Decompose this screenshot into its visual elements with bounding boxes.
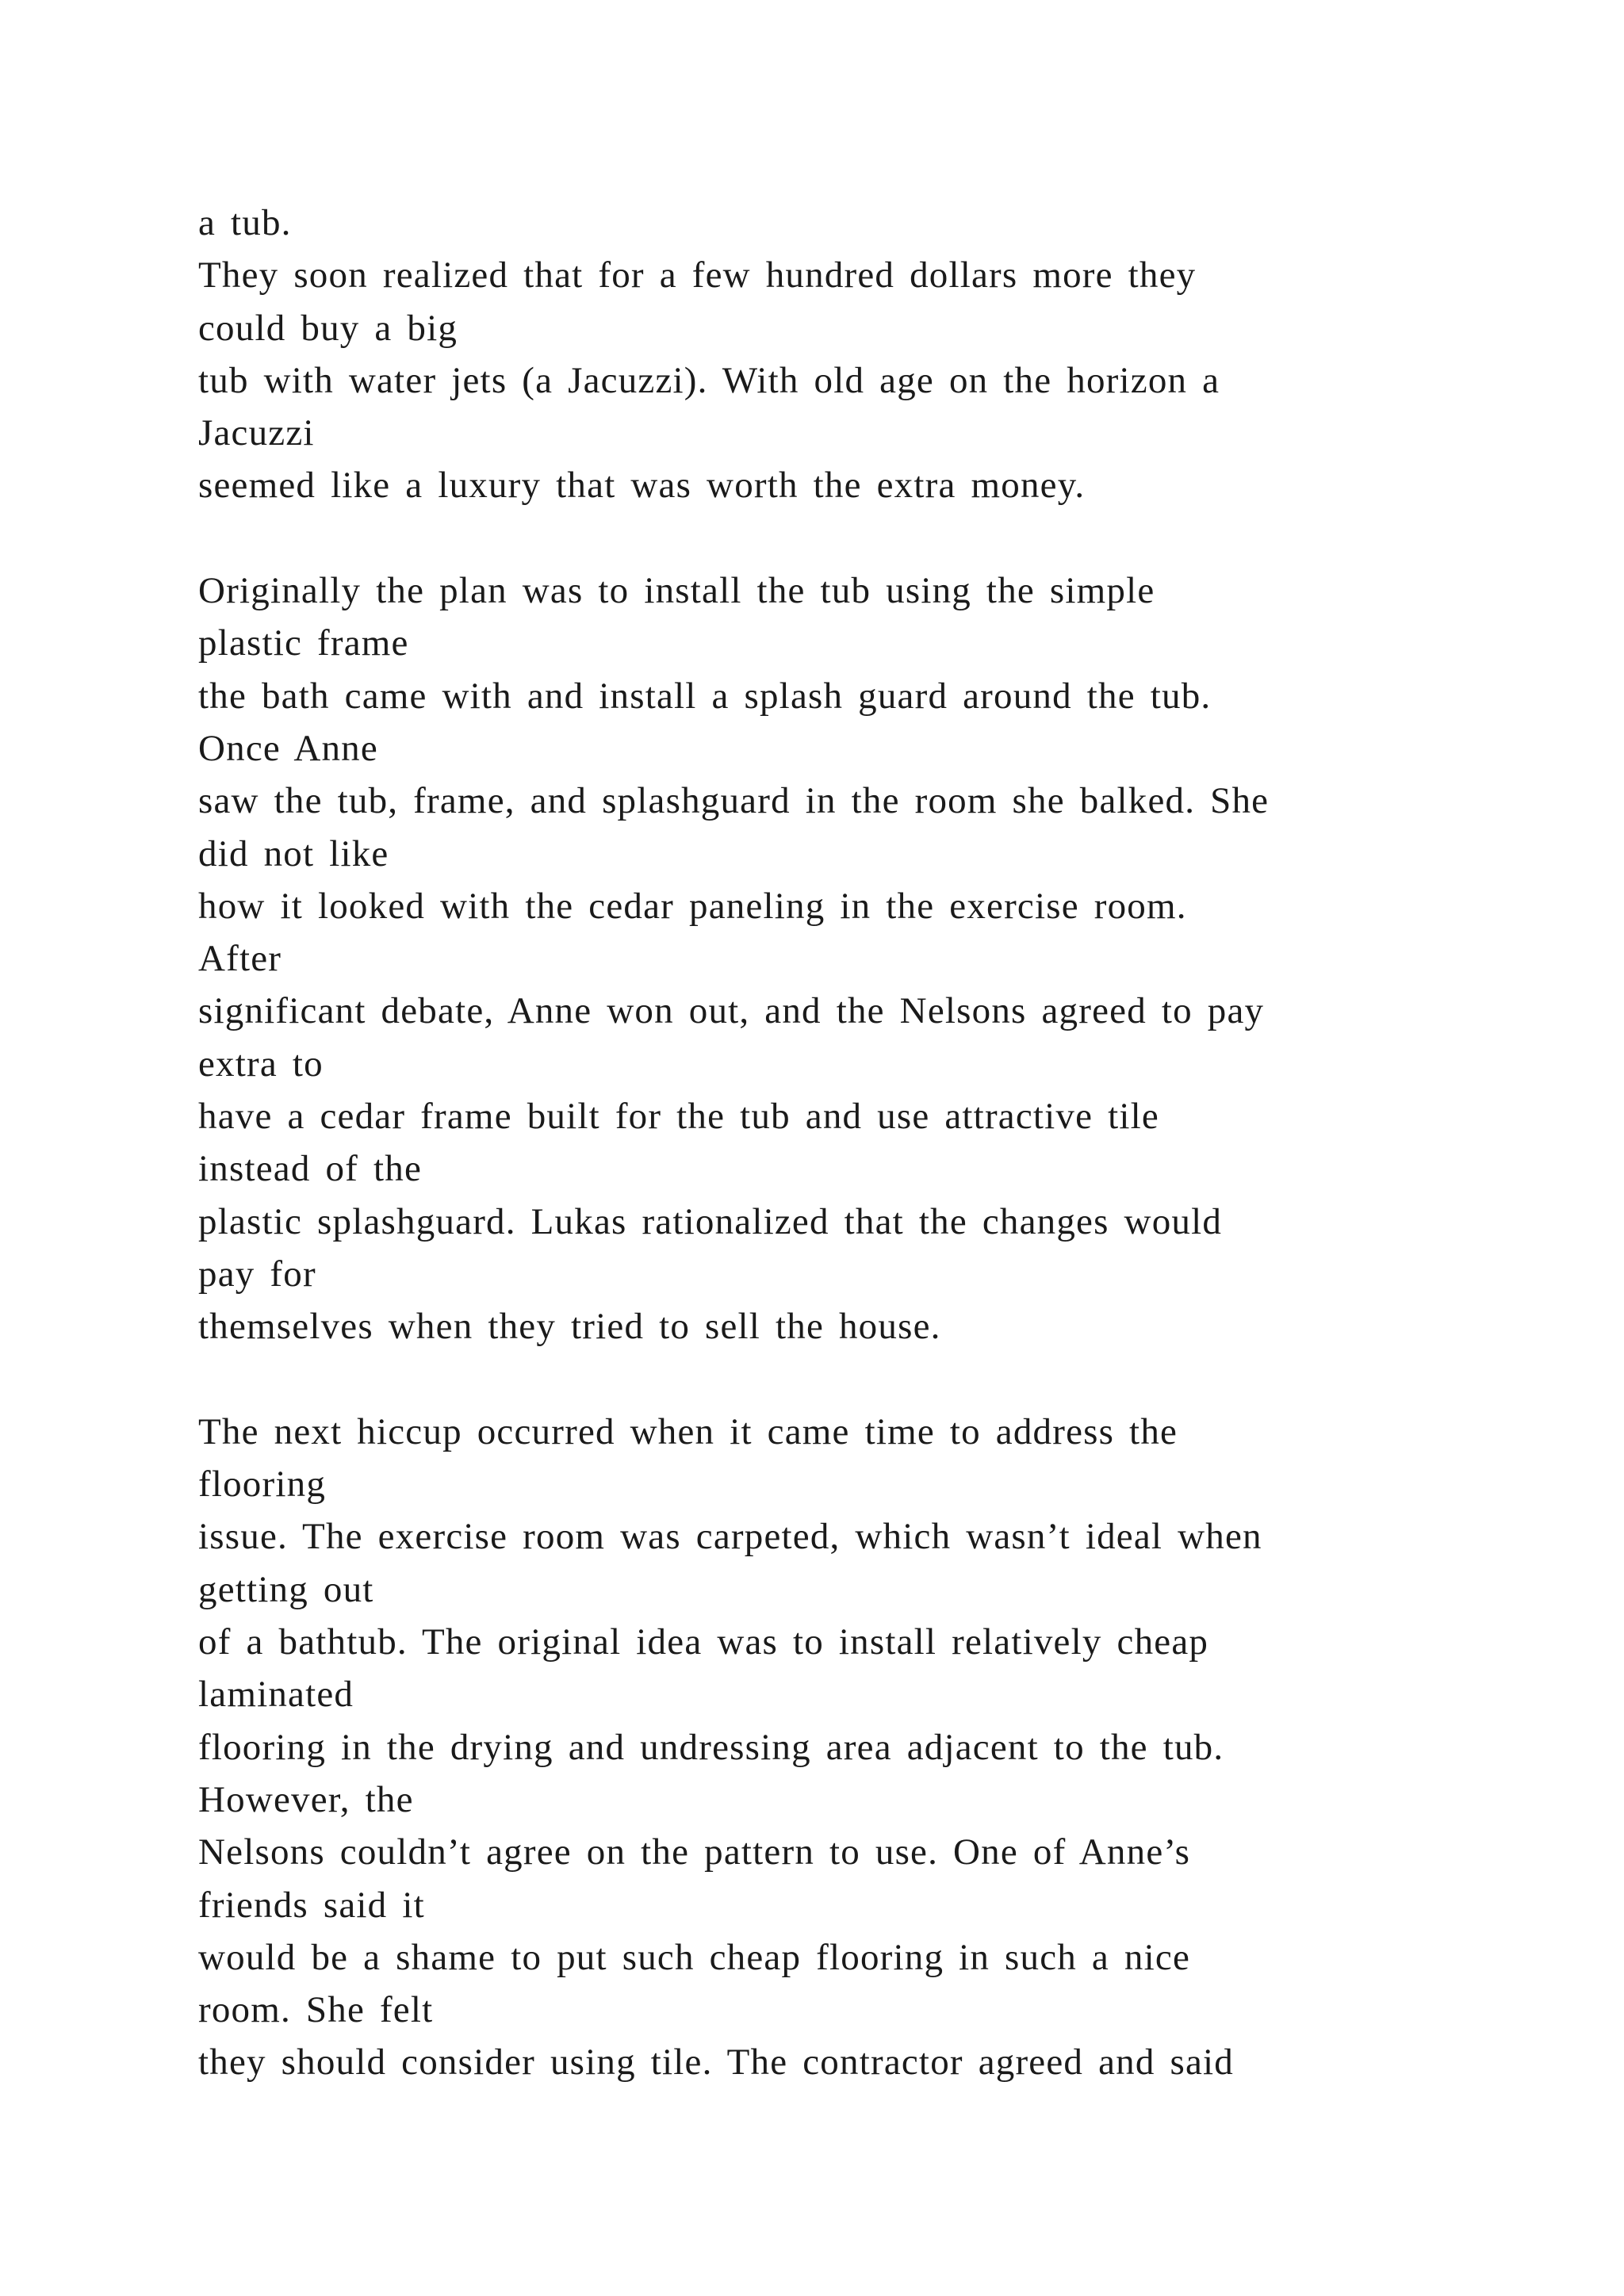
paragraph-break	[198, 512, 1546, 564]
text-line: plastic splashguard. Lukas rationalized that the changes would	[198, 1200, 1223, 1242]
text-line: tub with water jets (a Jacuzzi). With old age on the horizon a	[198, 359, 1220, 401]
text-line: room. She felt	[198, 1989, 434, 2031]
text-line: They soon realized that for a few hundred dollars more they	[198, 254, 1197, 297]
text-line: Nelsons couldn’t agree on the pattern to use. One of Anne’s	[198, 1831, 1191, 1873]
text-line: pay for	[198, 1253, 316, 1295]
text-line: Once Anne	[198, 727, 378, 769]
text-line: how it looked with the cedar paneling in the exercise room.	[198, 885, 1187, 927]
text-line: significant debate, Anne won out, and the Nelsons agreed to pay	[198, 990, 1265, 1032]
text-line: have a cedar frame built for the tub and use attractive tile	[198, 1096, 1159, 1138]
text-line: The next hiccup occurred when it came time to address the	[198, 1410, 1178, 1452]
text-line: instead of the	[198, 1148, 422, 1190]
text-line: flooring in the drying and undressing area adjacent to the tub.	[198, 1726, 1224, 1768]
text-line: issue. The exercise room was carpeted, which wasn’t ideal when	[198, 1516, 1262, 1558]
text-line: getting out	[198, 1568, 374, 1610]
text-line: laminated	[198, 1674, 354, 1716]
text-line: friends said it	[198, 1884, 425, 1926]
text-line: However, the	[198, 1778, 414, 1820]
text-line: Originally the plan was to install the tub using the simple	[198, 570, 1155, 612]
text-line: the bath came with and install a splash guard around the tub.	[198, 675, 1212, 717]
text-line: flooring	[198, 1464, 327, 1506]
text-line: After	[198, 938, 282, 980]
text-line: a tub.	[198, 202, 292, 243]
text-line: did not like	[198, 832, 389, 874]
text-line: they should consider using tile. The contractor agreed and said	[198, 2042, 1234, 2084]
text-line: could buy a big	[198, 307, 458, 349]
text-line: plastic frame	[198, 622, 409, 664]
paragraph-break	[198, 1353, 1546, 1406]
text-line: seemed like a luxury that was worth the extra money.	[198, 465, 1086, 507]
text-line: extra to	[198, 1043, 324, 1085]
text-line: of a bathtub. The original idea was to install relatively cheap	[198, 1621, 1209, 1663]
text-line: saw the tub, frame, and splashguard in the room she balked. She	[198, 780, 1270, 822]
text-line: Jacuzzi	[198, 412, 315, 454]
text-line: would be a shame to put such cheap flooring in such a nice	[198, 1936, 1191, 1978]
document-page	[198, 197, 1546, 2089]
text-line: themselves when they tried to sell the house.	[198, 1306, 941, 1348]
